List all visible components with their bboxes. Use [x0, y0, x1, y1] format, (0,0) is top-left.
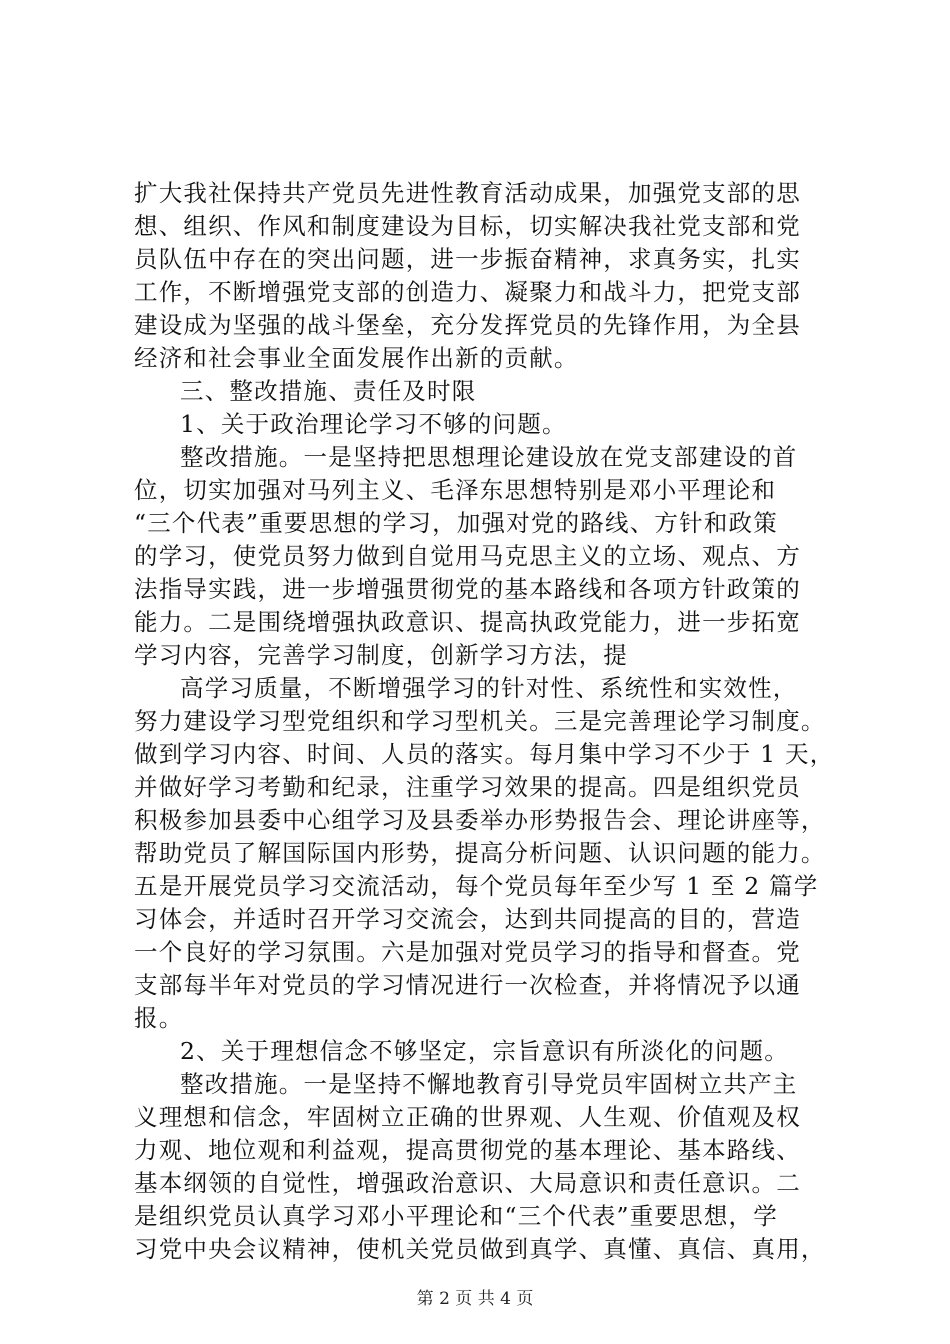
text-line: 帮助党员了解国际国内形势，提高分析问题、认识问题的能力。: [134, 839, 826, 867]
text-line: 建设成为坚强的战斗堡垒，充分发挥党员的先锋作用，为全县: [134, 311, 801, 339]
text-line: 力观、地位观和利益观，提高贯彻党的基本理论、基本路线、: [134, 1136, 801, 1164]
section-heading: 三、整改措施、责任及时限: [180, 377, 477, 405]
text-line: 做到学习内容、时间、人员的落实。每月集中学习不少于 1 天，: [134, 740, 835, 768]
subsection-heading: 2、关于理想信念不够坚定，宗旨意识有所淡化的问题。: [180, 1037, 789, 1065]
text-line: 基本纲领的自觉性，增强政治意识、大局意识和责任意识。二: [134, 1169, 801, 1197]
text-line: 积极参加县委中心组学习及县委举办形势报告会、理论讲座等，: [134, 806, 826, 834]
text-line: 扩大我社保持共产党员先进性教育活动成果，加强党支部的思: [134, 179, 801, 207]
text-line: 员队伍中存在的突出问题，进一步振奋精神，求真务实，扎实: [134, 245, 801, 273]
text-line: 工作，不断增强党支部的创造力、凝聚力和战斗力，把党支部: [134, 278, 801, 306]
text-line: 习体会，并适时召开学习交流会，达到共同提高的目的，营造: [134, 905, 801, 933]
text-line: 整改措施。一是坚持不懈地教育引导党员牢固树立共产主: [180, 1070, 798, 1098]
page-number-footer: 第 2 页 共 4 页: [416, 1289, 534, 1309]
text-line: 努力建设学习型党组织和学习型机关。三是完善理论学习制度。: [134, 707, 826, 735]
text-line: 义理想和信念，牢固树立正确的世界观、人生观、价值观及权: [134, 1103, 801, 1131]
text-line: 法指导实践，进一步增强贯彻党的基本路线和各项方针政策的: [134, 575, 801, 603]
text-line: 支部每半年对党员的学习情况进行一次检查，并将情况予以通: [134, 971, 801, 999]
text-line: 的学习，使党员努力做到自觉用马克思主义的立场、观点、方: [134, 542, 801, 570]
subsection-heading: 1、关于政治理论学习不够的问题。: [180, 410, 567, 438]
text-line: 学习内容，完善学习制度，创新学习方法，提: [134, 641, 628, 669]
text-line: 想、组织、作风和制度建设为目标，切实解决我社党支部和党: [134, 212, 801, 240]
text-line: 五是开展党员学习交流活动，每个党员每年至少写 1 至 2 篇学: [134, 872, 819, 900]
text-line: 能力。二是围绕增强执政意识、提高执政党能力，进一步拓宽: [134, 608, 801, 636]
text-line: “三个代表”重要思想的学习，加强对党的路线、方针和政策: [134, 509, 778, 537]
text-line: 习党中央会议精神，使机关党员做到真学、真懂、真信、真用，: [134, 1235, 826, 1263]
text-line: 高学习质量，不断增强学习的针对性、系统性和实效性，: [180, 674, 798, 702]
text-line: 报。: [134, 1004, 184, 1032]
text-line: 一个良好的学习氛围。六是加强对党员学习的指导和督查。党: [134, 938, 801, 966]
text-line: 经济和社会事业全面发展作出新的贡献。: [134, 344, 579, 372]
text-line: 整改措施。一是坚持把思想理论建设放在党支部建设的首: [180, 443, 798, 471]
text-line: 并做好学习考勤和纪录，注重学习效果的提高。四是组织党员: [134, 773, 801, 801]
text-line: 位，切实加强对马列主义、毛泽东思想特别是邓小平理论和: [134, 476, 777, 504]
text-line: 是组织党员认真学习邓小平理论和“三个代表”重要思想，学: [134, 1202, 778, 1230]
